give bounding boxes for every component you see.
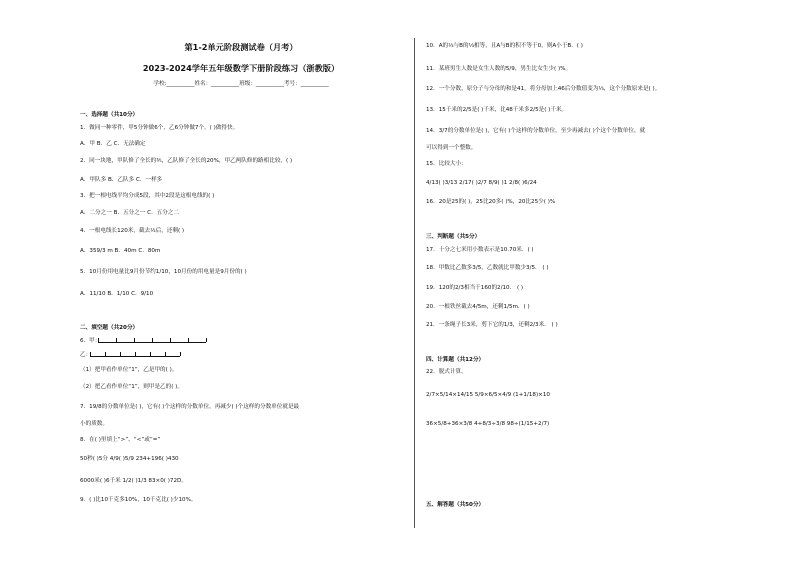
page-subtitle: 2023-2024学年五年级数学下册阶段练习（浙教版） — [142, 63, 340, 73]
question-15: 15．比较大小： — [426, 161, 467, 167]
question-3-options: A．二分之一 B．五分之一 C．五分之二 — [80, 210, 180, 216]
page-title: 第1-2单元阶段测试卷（月考） — [184, 42, 298, 52]
question-16: 16．20是25的( )，25比20多( )%，20比25少( )% — [426, 199, 556, 205]
student-info-line: 学校:__________姓名：__________班级：__________考号：__________ — [153, 81, 329, 87]
section-calc: 四、计算题（共12分） — [426, 357, 485, 363]
calc-row-2: 36×5/8+36×3/8 4+8/3÷3/8 98÷(1/15+2/7) — [426, 421, 550, 427]
ruler-jia — [98, 340, 206, 343]
question-11: 11．某班男生人数是女生人数的5/9，男生比女生少( )%。 — [426, 66, 572, 72]
question-10: 10．A的⅓与B的⅓相等，且A与B的积不等于0，则A小于B．( ) — [426, 43, 583, 49]
question-7: 7．19/8的分数单位是( )，它有( )个这样的分数单位，再减少( )个这样的分数单位就是最 — [80, 404, 300, 410]
section-solve: 五、解答题（共50分） — [426, 502, 485, 508]
question-7-cont: 小的质数。 — [80, 421, 108, 427]
question-1-options: A．甲 B．乙 C．无法确定 — [80, 141, 146, 147]
question-18: 18．甲数比乙数多3/5，乙数就比甲数少3/5． ( ) — [426, 265, 549, 271]
question-4: 4．一根电线长120米，截去⅓后，还剩( ) — [80, 228, 185, 234]
question-17: 17．十分之七米用小数表示是10.70米．( ) — [426, 247, 534, 253]
question-8: 8．在( )里填上“>”、“<”或“=” — [80, 437, 161, 443]
question-3: 3．把一根电线平均分成5段，其中2段是这根电线的( ) — [80, 193, 215, 199]
question-1: 1．做同一种零件，甲5分钟做6个，乙6分钟做7个。( )做得快。 — [80, 125, 239, 131]
question-21: 21．一条绳子长3米，剪下它的1/3，还剩2/3米． ( ) — [426, 322, 558, 328]
question-5: 5．10月份用电量比9月份节约1/10，10月份的用电量是9月份的( ) — [80, 269, 247, 275]
question-22: 22．脱式计算。 — [426, 369, 467, 375]
question-14: 14．3/7的分数单位是( )，它有( )个这样的分数单位，至少再减去( )个这个分数单位，就 — [426, 128, 646, 134]
section-fill: 二、填空题（共20分） — [80, 325, 139, 331]
ruler-yi — [90, 354, 180, 357]
question-2: 2．同一块地，甲队修了全长的⅗，乙队修了全长的20%，甲乙两队修的路相比较，( ) — [80, 158, 293, 164]
calc-row-1: 2/7×5/14×14/15 5/9×6/5×4/9 (1+1/18)×10 — [426, 392, 550, 398]
question-14-cont: 可以得到一个整数。 — [426, 145, 477, 151]
question-6-yi: 乙： — [80, 352, 92, 358]
question-8-row2: 6000米( )6千米 1/2( )1/3 83×0( )72D。 — [80, 478, 187, 484]
question-6-part1: （1）把甲看作单位“1”，乙是甲的( )。 — [80, 367, 178, 373]
question-5-options: A．11/10 B．1/10 C．9/10 — [80, 291, 154, 297]
section-choice: 一、选择题（共10分） — [80, 112, 139, 118]
question-13: 13．15千米的2/5是( )千米，比48千米多2/5是( )千米。 — [426, 107, 568, 113]
question-19: 19．120的2/3相当于160的2/10． ( ) — [426, 285, 524, 291]
question-15-row: 4/13( )3/13 2/17( )2/7 8/9( )1 2/8( )6/24 — [426, 180, 537, 186]
question-2-options: A．甲队多 B．乙队多 C．一样多 — [80, 177, 163, 183]
question-4-options: A．359/3 m B．40m C．80m — [80, 248, 161, 254]
question-6-part2: （2）把乙看作单位“1”，则甲是乙的( )。 — [80, 384, 183, 390]
question-20: 20．一根铁丝截去4/5m，还剩1/5m．( ) — [426, 304, 530, 310]
section-judge: 三、判断题（共5分） — [426, 234, 481, 240]
question-8-row1: 50秒( )5分 4/9( )5/9 234+196( )430 — [80, 456, 179, 462]
question-6-jia: 6．甲： — [80, 338, 101, 344]
question-12: 12．一个分数，原分子与分母的和是41，将分母加上46后分数值变为⅓，这个分数原来是( )。 — [426, 86, 661, 92]
column-divider — [414, 38, 415, 528]
question-9: 9．( )比10千克多10%，10千克比( )少10%。 — [80, 497, 197, 503]
